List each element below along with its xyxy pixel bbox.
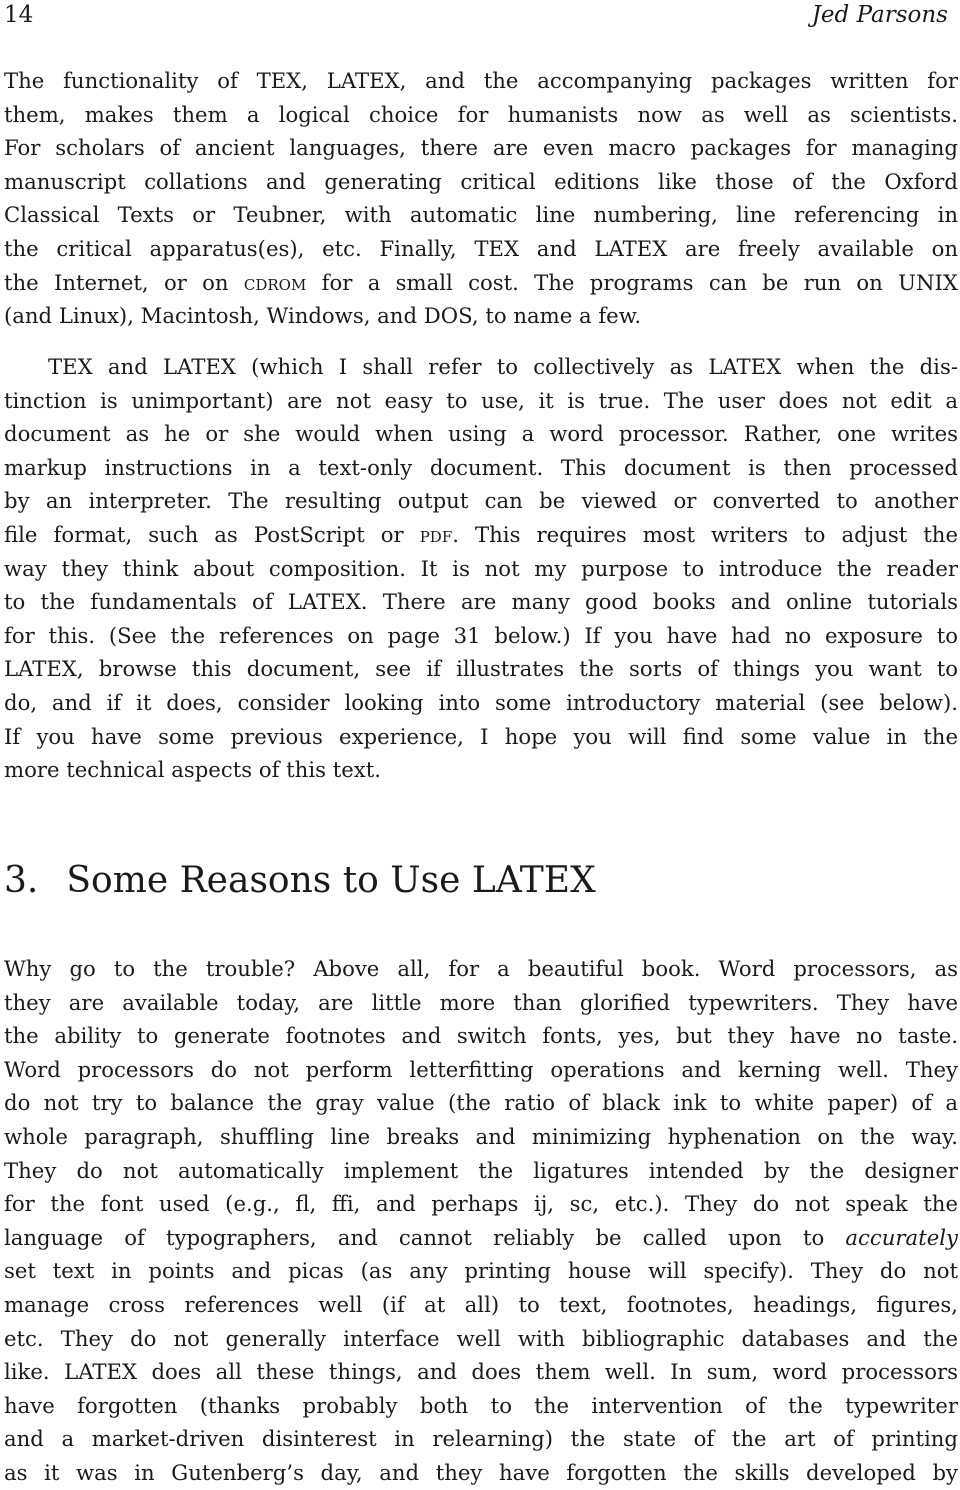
text-line: more technical aspects of this text. (4, 757, 381, 783)
text-line: do not try to balance the gray value (the ratio of black ink to white paper) of a (4, 1090, 958, 1116)
text-line: have forgotten (thanks probably both to the intervention of the typewriter (4, 1392, 958, 1418)
text-segment: . This requires most writers to adjust the (452, 521, 958, 547)
text-line: etc. They do not generally interface well with bibliographic databases and the (4, 1325, 958, 1351)
text-line: set text in points and picas (as any printing house will specify). They do not (4, 1258, 958, 1284)
text-line: to the fundamentals of LATEX. There are many good books and online tutorials (4, 589, 958, 615)
text-line: by an interpreter. The resulting output can be viewed or converted to another (4, 488, 958, 514)
paragraph-reasons (4, 952, 958, 1490)
text-segment: the Internet, or on (4, 269, 244, 295)
italic-emphasis: accurately (845, 1224, 958, 1250)
text-line: like. LATEX does all these things, and does them well. In sum, word processors (4, 1359, 958, 1385)
running-header (4, 2, 948, 28)
text-line: the critical apparatus(es), etc. Finally, TEX and LATEX are freely available on (4, 235, 958, 261)
text-line: do, and if it does, consider looking into some introductory material (see below). (4, 689, 958, 715)
text-line: Why go to the trouble? Above all, for a beautiful book. Word processors, as (4, 956, 958, 981)
text-line: as it was in Gutenberg’s day, and they have forgotten the skills developed by (4, 1459, 958, 1485)
text-line: LATEX, browse this document, see if illustrates the sorts of things you want to (4, 656, 958, 682)
text-line: for this. (See the references on page 31 below.) If you have had no exposure to (4, 622, 958, 648)
text-line: For scholars of ancient languages, there are even macro packages for managing (4, 135, 958, 161)
text-line (4, 1221, 958, 1255)
text-segment: for a small cost. The programs can be run on UNIX (306, 269, 958, 295)
text-line: document as he or she would when using a word processor. Rather, one writes (4, 421, 958, 447)
text-line: Word processors do not perform letterfitting operations and kerning well. They (4, 1056, 958, 1082)
text-line: manage cross references well (if at all) to text, footnotes, headings, figures, (4, 1291, 958, 1317)
page-number: 14 (4, 2, 34, 28)
text-line: Classical Texts or Teubner, with automatic line numbering, line referencing in (4, 202, 958, 228)
text-line: The functionality of TEX, LATEX, and the accompanying packages written for (4, 68, 958, 93)
paragraph-intro (4, 64, 958, 333)
text-line (4, 518, 958, 552)
text-line: (and Linux), Macintosh, Windows, and DOS, to name a few. (4, 303, 642, 329)
small-caps-term: cdrom (243, 269, 307, 295)
paragraph-usage (4, 350, 958, 787)
section-heading (4, 858, 596, 904)
text-segment: file format, such as PostScript or (4, 521, 420, 547)
running-head-author: Jed Parsons (811, 2, 948, 28)
text-line: They do not automatically implement the ligatures intended by the designer (4, 1157, 958, 1183)
section-number: 3. (4, 860, 39, 901)
text-line: way they think about composition. It is not my purpose to introduce the reader (4, 555, 958, 581)
text-line: tinction is unimportant) are not easy to use, it is true. The user does not edit a (4, 387, 958, 413)
text-line: and a market-driven disinterest in relearning) the state of the art of printing (4, 1426, 958, 1452)
text-line: the ability to generate footnotes and switch fonts, yes, but they have no taste. (4, 1023, 958, 1049)
text-line: markup instructions in a text-only document. This document is then processed (4, 454, 958, 480)
text-line: they are available today, are little more than glorified typewriters. They have (4, 989, 958, 1015)
text-line: them, makes them a logical choice for humanists now as well as scientists. (4, 101, 958, 127)
text-line: for the font used (e.g., fl, ffi, and perhaps ij, sc, etc.). They do not speak the (4, 1191, 958, 1217)
section-title: Some Reasons to Use LATEX (66, 860, 596, 901)
text-line: If you have some previous experience, I hope you will find some value in the (4, 723, 958, 749)
small-caps-term: pdf (419, 521, 453, 547)
text-line (4, 266, 958, 300)
text-segment: language of typographers, and cannot reliably be called upon to (4, 1224, 846, 1250)
text-line: TEX and LATEX (which I shall refer to collectively as LATEX when the dis- (48, 354, 958, 379)
text-line: manuscript collations and generating critical editions like those of the Oxford (4, 168, 958, 194)
text-line: whole paragraph, shuffling line breaks and minimizing hyphenation on the way. (4, 1123, 958, 1149)
